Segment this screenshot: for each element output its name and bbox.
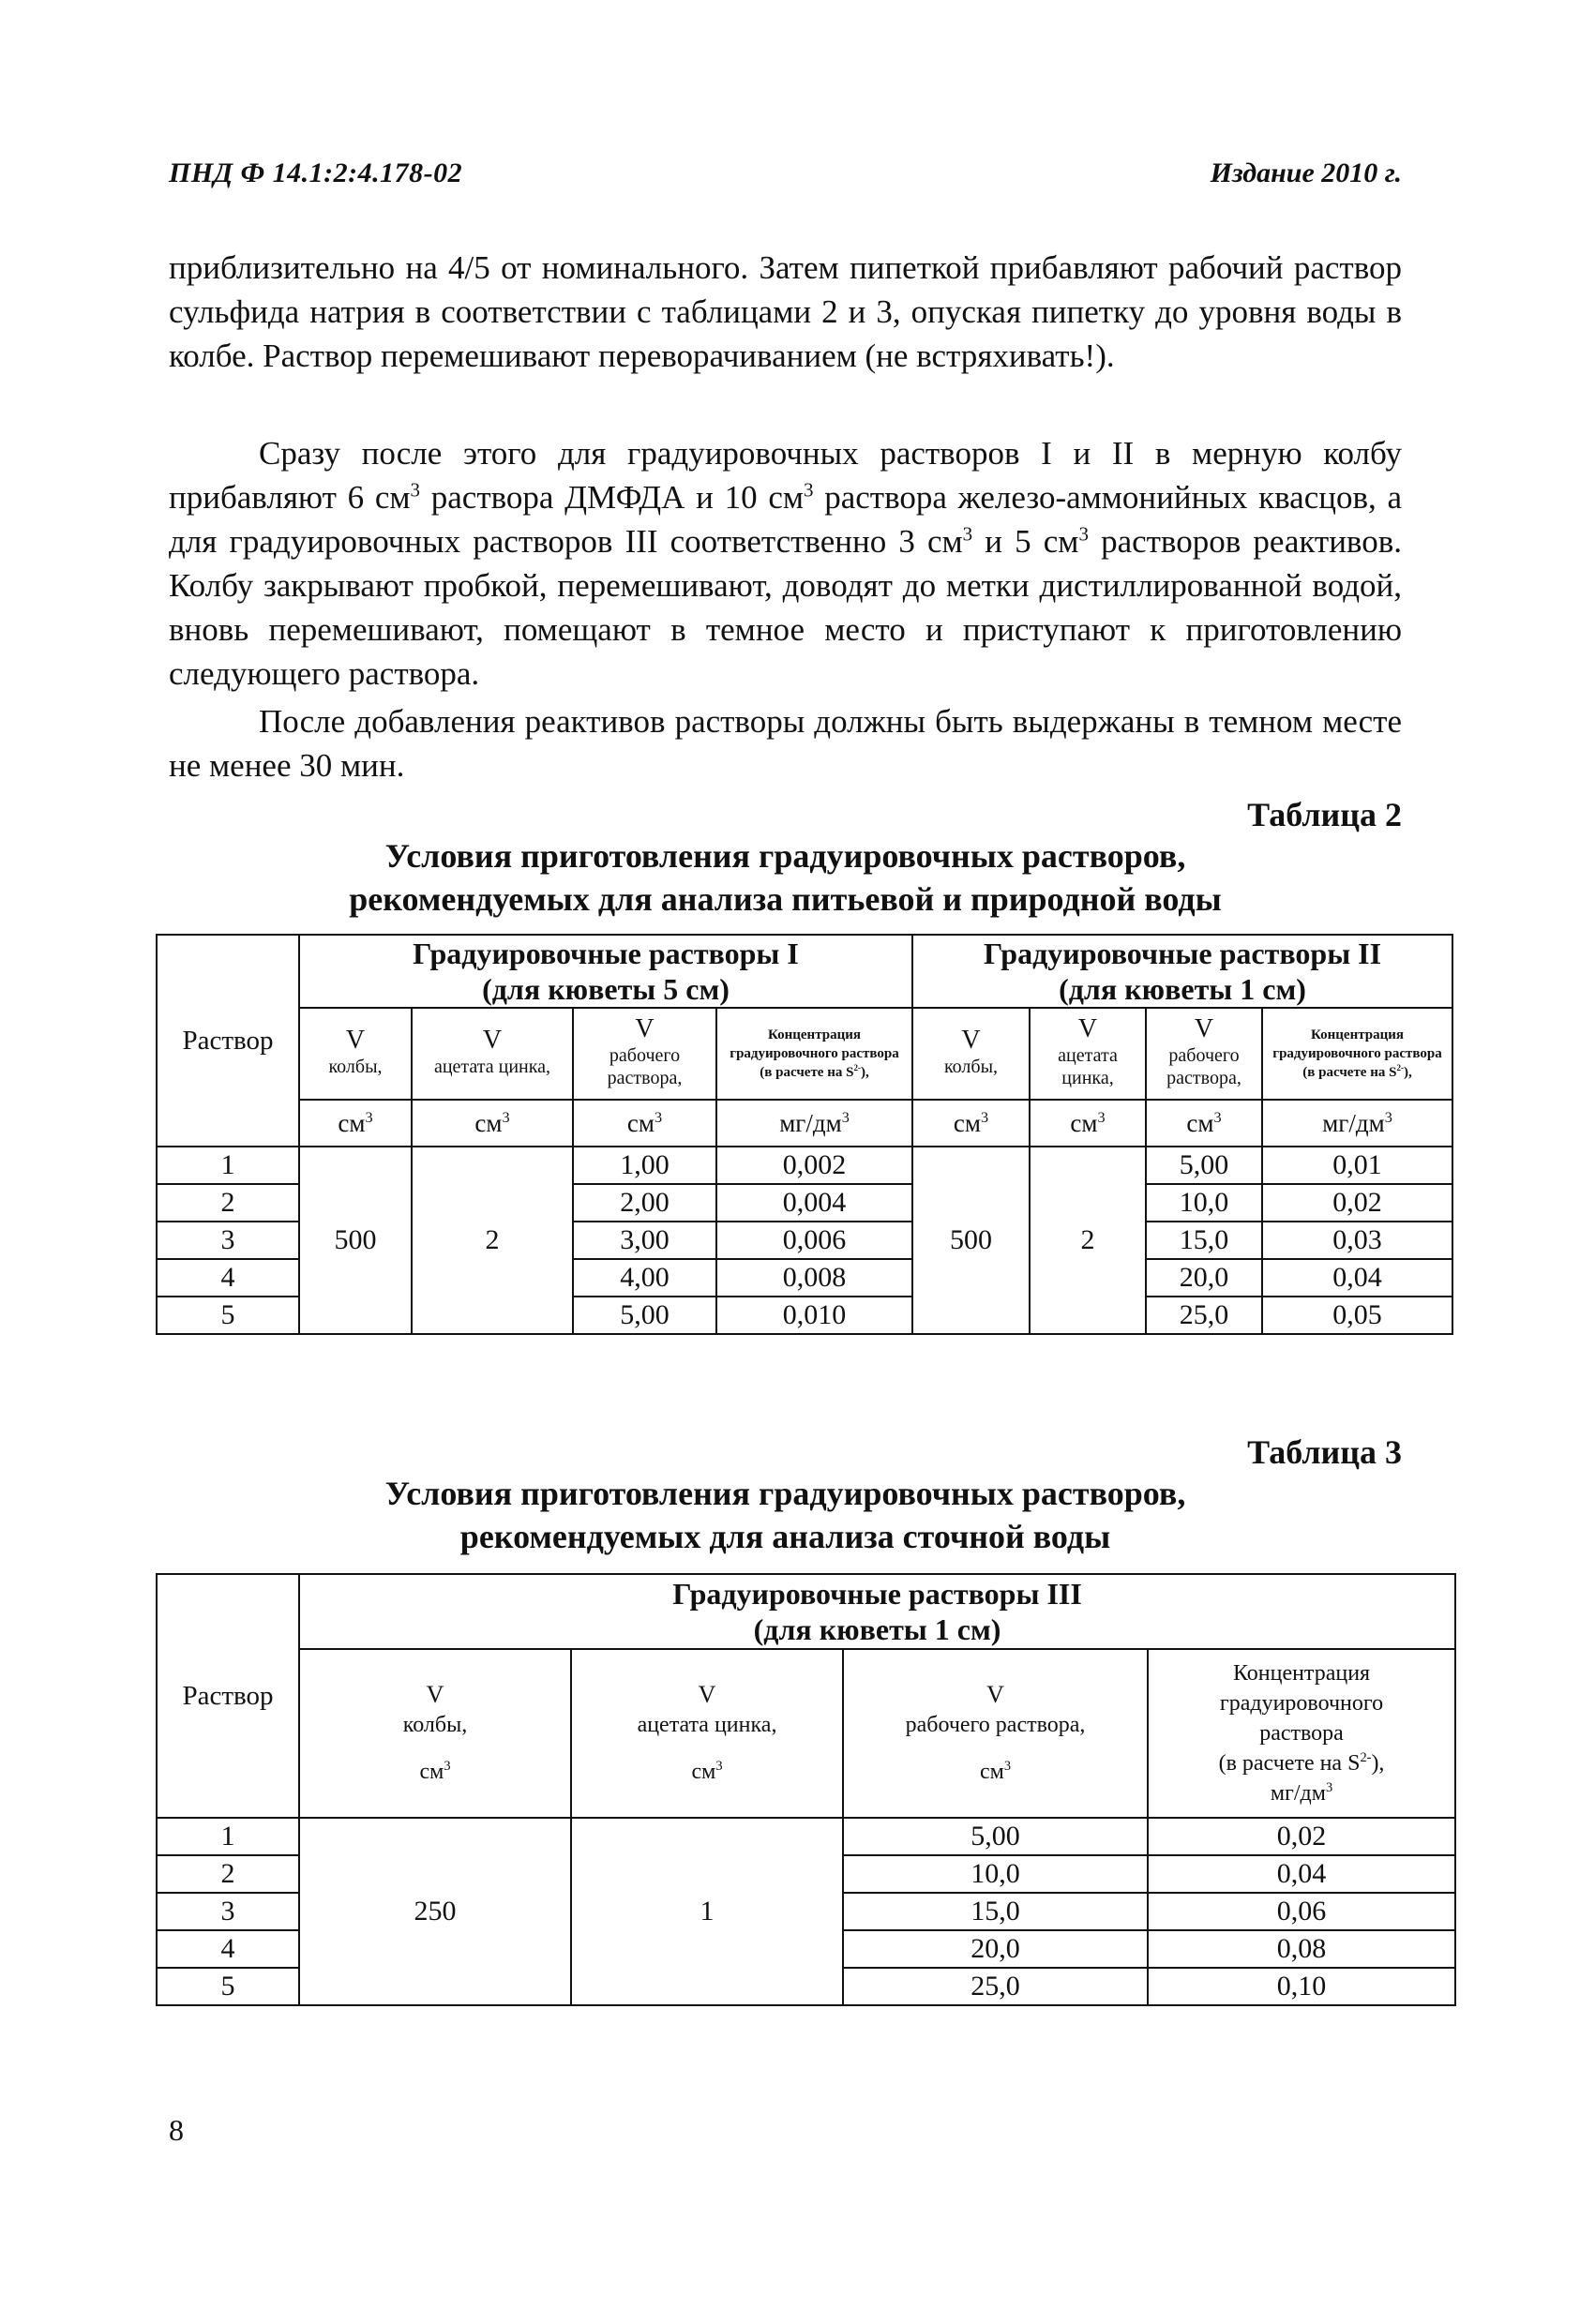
row-header: Раствор	[157, 935, 299, 1147]
unit-zinc-I: $см^3$	[412, 1100, 573, 1147]
paragraph-1: приблизительно на 4/5 от номинального. Затем пипеткой прибавляют рабочий раствор сульфида натрия в соответствии с таблицами 2 и 3, опуская пипетку до уровня воды в колбе. Раствор перемешивают переворачиванием (не встряхивать!).	[169, 249, 1402, 374]
unit-zinc-II: $см^3$	[1030, 1100, 1146, 1147]
work-volume-I: 5,00	[573, 1297, 716, 1334]
table-row	[157, 1818, 1455, 1855]
col-work: V рабочего раствора, $см^3$	[843, 1649, 1148, 1818]
unit-work-II: $см^3$	[1146, 1100, 1262, 1147]
table-2	[156, 934, 1453, 1335]
row-id: 5	[157, 1297, 299, 1334]
col-conc-I: Концентрация градуировочного раствора (в расчете на $S^{2-}$),	[716, 1008, 912, 1100]
concentration: 0,06	[1148, 1893, 1455, 1930]
zinc-volume-I: 2	[412, 1147, 573, 1334]
work-volume-I: 4,00	[573, 1259, 716, 1297]
table-3	[156, 1573, 1456, 2006]
table-2-title: Условия приготовления градуировочных растворов, рекомендуемых для анализа питьевой и природной воды	[349, 837, 1222, 918]
flask-volume: 250	[299, 1818, 571, 2005]
row-id: 5	[157, 1968, 299, 2005]
zinc-volume: 1	[571, 1818, 843, 2005]
concentration-I: 0,002	[716, 1147, 912, 1184]
row-id: 4	[157, 1930, 299, 1968]
concentration: 0,04	[1148, 1855, 1455, 1893]
concentration: 0,08	[1148, 1930, 1455, 1968]
work-volume-II: 25,0	[1146, 1297, 1262, 1334]
table-3-title: Условия приготовления градуировочных растворов, рекомендуемых для анализа сточной воды	[384, 1475, 1186, 1555]
col-flask: V колбы, $см^3$	[299, 1649, 571, 1818]
concentration-II: 0,01	[1262, 1147, 1452, 1184]
col-flask-II: V колбы,	[912, 1008, 1030, 1100]
group-header-I: Градуировочные растворы I (для кюветы 5 см)	[299, 935, 912, 1008]
unit-conc-I: $мг/дм^3$	[716, 1100, 912, 1147]
paragraph-3: После добавления реактивов растворы должны быть выдержаны в темном месте не менее 30 мин.	[169, 703, 1402, 784]
group-header-III: Градуировочные растворы III (для кюветы 1 см)	[299, 1574, 1455, 1649]
concentration-II: 0,03	[1262, 1222, 1452, 1259]
group-header-II: Градуировочные растворы II (для кюветы 1 см)	[912, 935, 1452, 1008]
unit-conc-II: $мг/дм^3$	[1262, 1100, 1452, 1147]
col-zinc: V ацетата цинка, $см^3$	[571, 1649, 843, 1818]
unit-flask-I: $см^3$	[299, 1100, 412, 1147]
col-conc: Концентрация градуировочного раствора (в расчете на $S^{2-}$), $мг/дм^3$	[1148, 1649, 1455, 1818]
col-work-I: V рабочего раствора,	[573, 1008, 716, 1100]
concentration: 0,02	[1148, 1818, 1455, 1855]
col-flask-I: V колбы,	[299, 1008, 412, 1100]
concentration-I: 0,008	[716, 1259, 912, 1297]
work-volume-I: 2,00	[573, 1184, 716, 1222]
concentration-I: 0,010	[716, 1297, 912, 1334]
page-number: 8	[169, 2113, 184, 2147]
edition-label: Издание 2010 г.	[1210, 157, 1402, 188]
row-id: 2	[157, 1184, 299, 1222]
col-zinc-II: V ацетата цинка,	[1030, 1008, 1146, 1100]
paragraph-2: Сразу после этого для градуировочных растворов I и II в мерную колбу прибавляют 6 $см^3$ раствора ДМФДА и 10 $см^3$ раствора железо-аммонийных квасцов, а для градуировочных растворов III соответственно 3 $см^3$ и 5 $см^3$ растворов реактивов. Колбу закрывают пробкой, перемешивают, доводят до метки дистиллированной водой, вновь перемешивают, помещают в темное место и приступают к приготовлению следующего раствора.	[169, 435, 1402, 692]
work-volume: 15,0	[843, 1893, 1148, 1930]
row-header: Раствор	[157, 1574, 299, 1818]
table-2-label: Таблица 2	[1247, 796, 1402, 833]
concentration-II: 0,02	[1262, 1184, 1452, 1222]
row-id: 1	[157, 1147, 299, 1184]
work-volume-II: 5,00	[1146, 1147, 1262, 1184]
table-row	[157, 1147, 1452, 1184]
unit-work-I: $см^3$	[573, 1100, 716, 1147]
concentration: 0,10	[1148, 1968, 1455, 2005]
col-conc-II: Концентрация градуировочного раствора (в расчете на $S^{2-}$),	[1262, 1008, 1452, 1100]
work-volume: 20,0	[843, 1930, 1148, 1968]
work-volume-II: 15,0	[1146, 1222, 1262, 1259]
concentration-II: 0,05	[1262, 1297, 1452, 1334]
document-code: ПНД Ф 14.1:2:4.178-02	[169, 157, 463, 188]
row-id: 1	[157, 1818, 299, 1855]
concentration-I: 0,004	[716, 1184, 912, 1222]
work-volume: 5,00	[843, 1818, 1148, 1855]
concentration-I: 0,006	[716, 1222, 912, 1259]
unit-flask-II: $см^3$	[912, 1100, 1030, 1147]
work-volume: 25,0	[843, 1968, 1148, 2005]
zinc-volume-II: 2	[1030, 1147, 1146, 1334]
row-id: 2	[157, 1855, 299, 1893]
work-volume-II: 20,0	[1146, 1259, 1262, 1297]
row-id: 3	[157, 1222, 299, 1259]
flask-volume-II: 500	[912, 1147, 1030, 1334]
col-work-II: V рабочего раствора,	[1146, 1008, 1262, 1100]
row-id: 4	[157, 1259, 299, 1297]
row-id: 3	[157, 1893, 299, 1930]
concentration-II: 0,04	[1262, 1259, 1452, 1297]
work-volume-II: 10,0	[1146, 1184, 1262, 1222]
table-3-label: Таблица 3	[1247, 1433, 1402, 1471]
work-volume-I: 1,00	[573, 1147, 716, 1184]
work-volume: 10,0	[843, 1855, 1148, 1893]
col-zinc-I: V ацетата цинка,	[412, 1008, 573, 1100]
work-volume-I: 3,00	[573, 1222, 716, 1259]
flask-volume-I: 500	[299, 1147, 412, 1334]
